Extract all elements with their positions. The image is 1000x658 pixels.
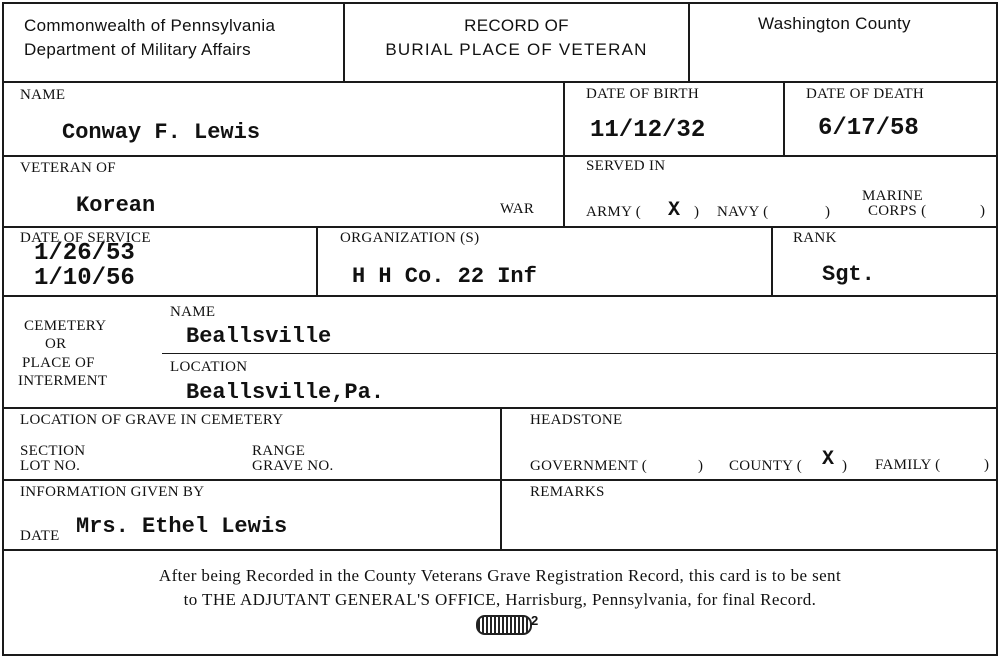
county-close: ): [842, 458, 848, 474]
family-label: FAMILY (: [875, 457, 941, 473]
rule-cemetery-mid: [162, 353, 998, 354]
date-of-death-label: DATE OF DEATH: [806, 86, 925, 102]
union-label-number: 2: [531, 613, 539, 628]
date-of-birth-label: DATE OF BIRTH: [586, 86, 700, 102]
date-label: DATE: [20, 528, 60, 544]
date-of-service-label: DATE OF SERVICE: [20, 230, 151, 246]
date-of-birth-value: 11/12/32: [590, 117, 706, 144]
footer-instruction-line1: After being Recorded in the County Veterans Grave Registration Record, this card is to be sent: [158, 566, 842, 585]
cemetery-label-line2: OR: [45, 336, 67, 352]
service-start-date: 1/26/53: [34, 240, 135, 267]
family-close: ): [984, 457, 990, 473]
war-value: Korean: [76, 193, 156, 218]
cemetery-label-line4: INTERMENT: [18, 373, 108, 389]
corps-close: ): [980, 203, 986, 219]
row1-divider-2: [783, 81, 785, 157]
rank-value: Sgt.: [822, 262, 875, 287]
union-label-logo: [476, 615, 532, 635]
border-top: [2, 2, 998, 4]
grave-no-label: GRAVE NO.: [252, 458, 334, 474]
informant-value: Mrs. Ethel Lewis: [76, 514, 288, 539]
row3-divider-2: [771, 226, 773, 296]
cemetery-name-value: Beallsville: [186, 324, 332, 349]
service-end-date: 1/10/56: [34, 265, 135, 292]
government-label: GOVERNMENT (: [530, 458, 648, 474]
county-check-mark: X: [822, 448, 835, 471]
section-label: SECTION: [20, 443, 86, 459]
lot-no-label: LOT NO.: [20, 458, 81, 474]
corps-label: CORPS (: [868, 203, 927, 219]
rank-label: RANK: [793, 230, 837, 246]
grave-location-label: LOCATION OF GRAVE IN CEMETERY: [20, 412, 284, 428]
rule-row5: [2, 479, 998, 481]
served-in-label: SERVED IN: [586, 158, 666, 174]
remarks-label: REMARKS: [530, 484, 605, 500]
name-label: NAME: [20, 87, 66, 103]
organization-label: ORGANIZATION (S): [340, 230, 480, 246]
organization-value: H H Co. 22 Inf: [352, 264, 537, 289]
army-close: ): [694, 204, 700, 220]
army-label: ARMY (: [586, 204, 641, 220]
navy-close: ): [825, 204, 831, 220]
range-label: RANGE: [252, 443, 306, 459]
header-left-line2: Department of Military Affairs: [24, 40, 251, 59]
form-title-line1: RECORD OF: [464, 16, 569, 35]
veteran-name-value: Conway F. Lewis: [62, 120, 261, 145]
headstone-label: HEADSTONE: [530, 412, 623, 428]
rule-row2: [2, 226, 998, 228]
cemetery-label-line3: PLACE OF: [22, 355, 95, 371]
war-label: WAR: [500, 201, 535, 217]
row1-divider-1: [563, 81, 565, 157]
border-bottom: [2, 654, 998, 656]
navy-label: NAVY (: [717, 204, 769, 220]
border-right: [996, 2, 998, 656]
rule-row6: [2, 549, 998, 551]
rule-row3: [2, 295, 998, 297]
form-title-line2: BURIAL PLACE OF VETERAN: [385, 40, 648, 59]
cemetery-label-line1: CEMETERY: [24, 318, 107, 334]
cemetery-location-label: LOCATION: [170, 359, 248, 375]
row2-divider: [563, 155, 565, 227]
footer-instruction-line2: to THE ADJUTANT GENERAL'S OFFICE, Harrisburg, Pennsylvania, for final Record.: [183, 590, 817, 609]
government-close: ): [698, 458, 704, 474]
cemetery-name-label: NAME: [170, 304, 216, 320]
header-county: Washington County: [758, 14, 911, 33]
date-of-death-value: 6/17/58: [818, 115, 919, 142]
header-divider-2: [688, 2, 690, 82]
row3-divider-1: [316, 226, 318, 296]
cemetery-location-value: Beallsville,Pa.: [186, 380, 385, 405]
marine-label: MARINE: [862, 188, 923, 204]
information-given-by-label: INFORMATION GIVEN BY: [20, 484, 205, 500]
header-left-line1: Commonwealth of Pennsylvania: [24, 16, 276, 35]
rule-header: [2, 81, 998, 83]
army-check-mark: X: [668, 199, 681, 222]
border-left: [2, 2, 4, 656]
county-label: COUNTY (: [729, 458, 803, 474]
rule-row1: [2, 155, 998, 157]
veteran-of-label: VETERAN OF: [20, 160, 116, 176]
